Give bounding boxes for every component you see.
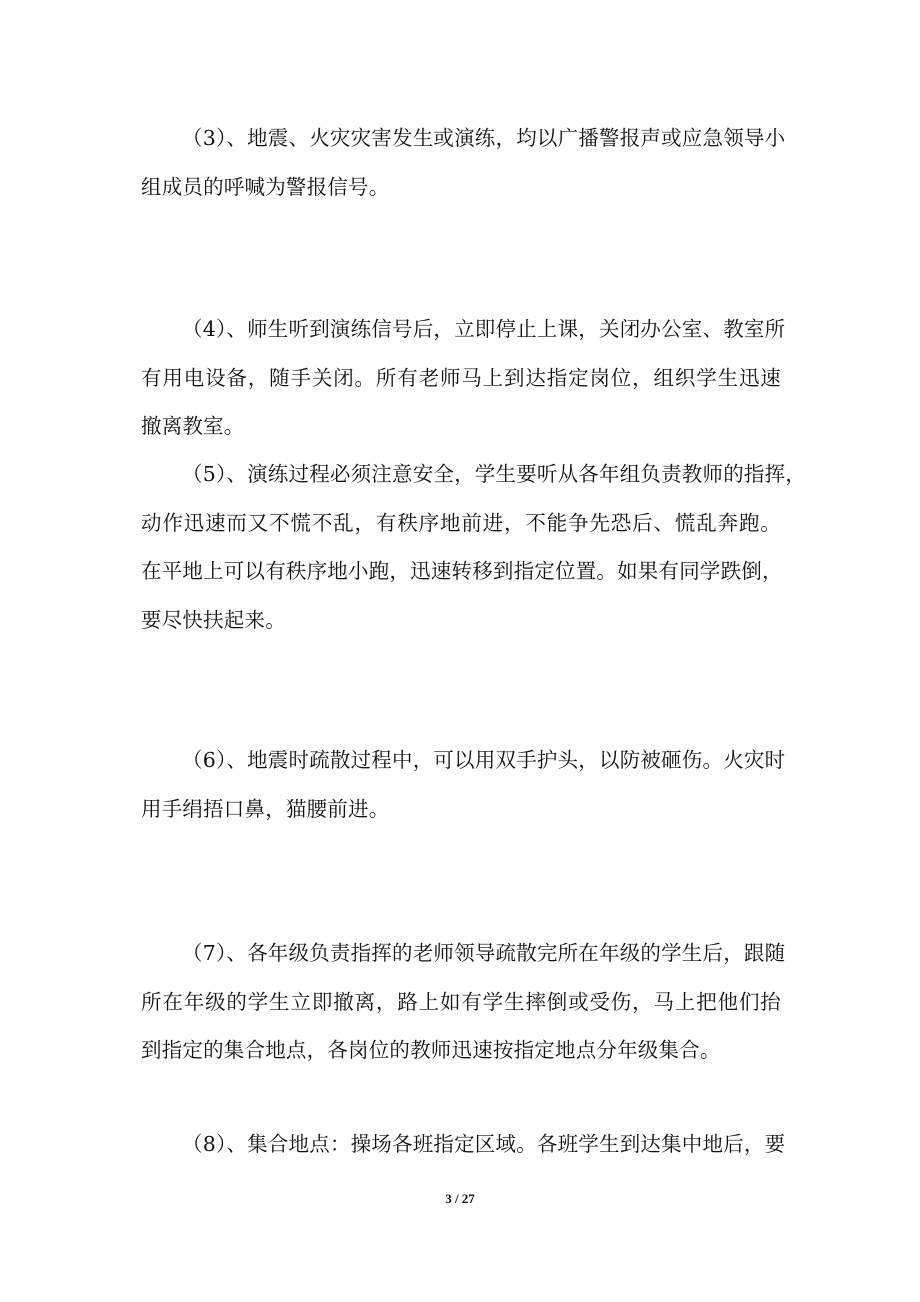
paragraph-6	[141, 736, 786, 833]
paragraph-line: 到指定的集合地点，各岗位的教师迅速按指定地点分年级集合。	[141, 1038, 721, 1063]
paragraph-8	[141, 1120, 786, 1169]
paragraph-line: 撤离教室。	[141, 414, 245, 439]
paragraph-line: （7）、各年级负责指挥的老师领导疏散完所在年级的学生后，跟随	[182, 941, 786, 965]
paragraph-line: 动作迅速而又不慌不乱，有秩序地前进，不能争先恐后、慌乱奔跑。	[141, 510, 781, 535]
paragraph-4	[141, 305, 786, 451]
paragraph-line: （5）、演练过程必须注意安全，学生要听从各年组负责教师的指挥，	[182, 462, 806, 486]
paragraph-line: 所在年级的学生立即撤离，路上如有学生摔倒或受伤，马上把他们抬	[141, 989, 781, 1014]
paragraph-3	[141, 114, 786, 211]
paragraph-line: （4）、师生听到演练信号后，立即停止上课，关闭办公室、教室所	[182, 317, 786, 341]
paragraph-5	[141, 450, 806, 645]
paragraph-line: 要尽快扶起来。	[141, 608, 286, 633]
paragraph-line: 有用电设备，随手关闭。所有老师马上到达指定岗位，组织学生迅速	[141, 365, 781, 390]
paragraph-line: （6）、地震时疏散过程中，可以用双手护头，以防被砸伤。火灾时	[182, 748, 786, 772]
paragraph-line: 组成员的呼喊为警报信号。	[141, 174, 390, 199]
paragraph-line: （8）、集合地点：操场各班指定区域。各班学生到达集中地后，要	[182, 1132, 786, 1156]
page-number: 3 / 27	[445, 1191, 475, 1206]
paragraph-line: （3）、地震、火灾灾害发生或演练，均以广播警报声或应急领导小	[182, 126, 786, 150]
paragraph-7	[141, 929, 786, 1075]
paragraph-line: 用手绢捂口鼻，猫腰前进。	[141, 796, 390, 821]
paragraph-line: 在平地上可以有秩序地小跑，迅速转移到指定位置。如果有同学跌倒，	[141, 559, 783, 584]
